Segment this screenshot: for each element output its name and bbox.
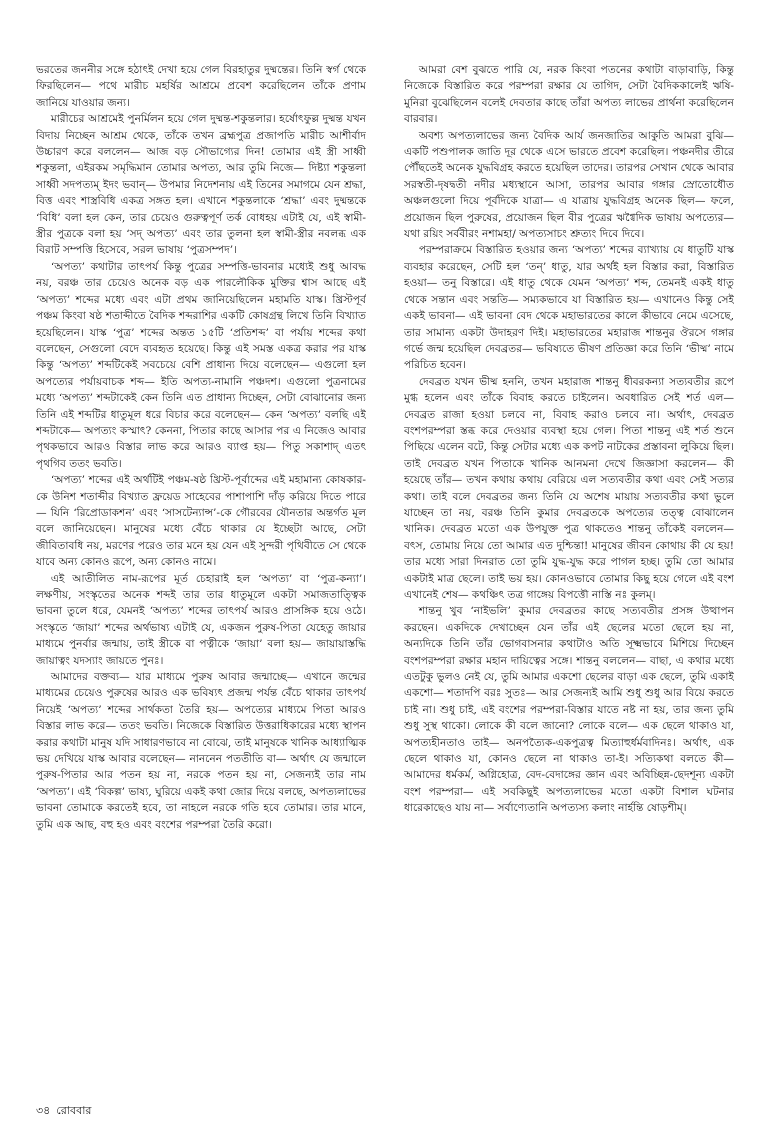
paragraph: পরম্পরাক্রমে বিস্তারিত হওয়ার জন্য ‘অপত্য’ শব্দের ব্যাখ্যায় যে ধাতুটি যাস্ক ব্যবহার করেছেন, সেটি হল ‘তন্’ ধাতু, যার অর্থই হল বিস্তার করা, বিস্তারিত হওয়া— তনু বিস্তারে। এই ধাতু থেকে যেমন ‘অপত্য’ শব্দ, তেমনই একই ধাতু থেকে সন্তান এবং সন্ততি— সম্যকভাবে যা বিস্তারিত হয়— এখানেও কিন্তু সেই একই ভাবনা— এই ভাবনা বেদ থেকে মহাভারতের কালে কীভাবে নেমে এসেছে, তার সামান্য একটা উদাহরণ দিই। মহাভারতের মহারাজ শান্তনুর ঔরসে গঙ্গার গর্ভে জন্ম হয়েছিল দেবব্রতর— ভবিষ্যতে ভীষণ প্রতিজ্ঞা করে তিনি ‘ভীষ্ম’ নামে পরিচিত হবেন। — [404, 244, 734, 372]
paragraph: ‘অপত্য’ কথাটার তাৎপর্য কিন্তু পুত্রের সম্পত্তি-ভাবনার মধ্যেই শুধু আবদ্ধ নয়, বরঞ্চ তার চেয়েও অনেক বড় এক পারলৌকিক মুক্তির শ্বাস আছে এই ‘অপত্য’ শব্দের মধ্যে এবং এটা প্রথম জানিয়েছিলেন মহামতি যাস্ক। খ্রিস্টপূর্ব পঞ্চম কিংবা ষষ্ঠ শতাব্দীতে বৈদিক শব্দরাশির একটি কোষগ্রন্থ লিখে তিনি বিখ্যাত হয়েছিলেন। যাস্ক ‘পুত্র’ শব্দের অন্তত ১৫টি ‘প্রতিশব্দ’ বা পর্যায় শব্দের কথা বলেছেন, সেগুলো বেদে ব্যবহৃত হয়েছে। কিন্তু এই সমস্ত একত্র করার পর যাস্ক কিন্তু ‘অপত্য’ শব্দটিকেই সবচেয়ে বেশি প্রাধান্য দিয়ে বলেছেন— এগুলো হল অপত্যের পর্যায়বাচক শব্দ— ইতি অপত্য-নামানি পঞ্চদশ। এগুলো পুত্রনামের মধ্যে ‘অপত্য’ শব্দটাকেই কেন তিনি এত প্রাধান্য দিচ্ছেন, সেটা বোঝানোর জন্য তিনি এই শব্দটির ধাতুমূল ধরে বিচার করে বলেছেন— কেন ‘অপত্য’ বলছি এই শব্দটাকে— অপত্যং কস্মাৎ? কেননা, পিতার কাছে আসার পর এ নিজেও আবার পৃথকভাবে আরও বিস্তার লাভ করে আরও ব্যাপ্ত হয়— পিতু সকাশাদ্ এতৎ পৃথগিব ততং ভবতি। — [36, 260, 366, 470]
paragraph: ‘অপত্য’ শব্দের এই অর্থটিই পঞ্চম-ষষ্ঠ খ্রিস্ট-পূর্বাব্দের এই মহামান্য কোষকার-কে উনিশ শতাব্দীর বিখ্যাত ফ্রয়েড সাহেবের পাশাপাশি দাঁড় করিয়ে দিতে পারে— যিনি ‘রিপ্রোডাকশন’ এবং ‘সাসটেন্যান্স’-কে গৌরবের যৌনতার অন্তর্গত মূল বলে জানিয়েছেন। মানুষের মধ্যে বেঁচে থাকার যে ইচ্ছেটা আছে, সেটা জীবিতাবধি নয়, মরণের পরেও তার মনে হয় যেন এই সুন্দরী পৃথিবীতে সে থেকে যাবে অন্য কোনও রূপে, অন্য কোনও নামে। — [36, 474, 366, 569]
right-column — [404, 62, 734, 1082]
paragraph: আমাদের বক্তব্য— যার মাধ্যমে পুরুষ আবার জন্মাচ্ছে— এখানে জন্মের মাধ্যমের চেয়েও পুরুষের আরও এক ভবিষ্যৎ প্রজন্ম পর্যন্ত বেঁচে থাকার তাৎপর্য নিয়েই ‘অপত্য’ শব্দের সার্থকতা তৈরি হয়— অপত্যের মাধ্যমে পিতা আরও বিস্তার লাভ করে— ততং ভবতি। নিজেকে বিস্তারিত উত্তরাধিকারের মধ্যে স্থাপন করার কথাটা মানুষ যদি সাধারণভাবে না বোঝে, তাই মানুষকে খানিক আধ্যাত্মিক ভয় দেখিয়ে যাস্ক আবার বলেছেন— নাননেন পততীতি বা— অর্থাৎ যে জন্মালে পুরুষ-পিতার আর পতন হয় না, নরকে পতন হয় না, সেজন্যই তার নাম ‘অপত্য’। এই ‘বিকল্প’ ভাষ্য, ঘুরিয়ে একই কথা জোর দিয়ে বলছে, অপত্যলাভের ভাবনা তোমাকে করতেই হবে, তা নাহলে নরকে গতি হবে তোমার। তার মানে, তুমি এক আছ, বহু হও এবং বংশের পরম্পরা তৈরি করো। — [36, 671, 366, 831]
paragraph: শান্তনু খুব ‘নাইভলি’ কুমার দেবব্রতর কাছে সত্যবতীর প্রসঙ্গ উত্থাপন করছেন। একদিকে দেখাচ্ছেন যেন তাঁর এই ছেলের মতো ছেলে হয় না, অন্যদিকে তিনি তাঁর ভোগবাসনার কথাটাও অতি সূক্ষ্মভাবে মিশিয়ে দিচ্ছেন বংশপরম্পরা রক্ষার মহান দায়িত্বের সঙ্গে। শান্তনু বললেন— বাছা, এ কথার মধ্যে এতটুকু ভুলও নেই যে, তুমি আমার একশো ছেলের বাড়া এক ছেলে, তুমি একাই একশো— শতাদপি বরঃ সুতঃ— আর সেজন্যই আমি শুধু শুধু আর বিয়ে করতে চাই না। শুধু চাই, এই বংশের পরম্পরা-বিস্তার যাতে নষ্ট না হয়, তার জন্য তুমি শুধু সুস্থ থাকো। লোকে কী বলে জানো? লোকে বলে— এক ছেলে থাকাও যা, অপত্যহীনতাও তাই— অনপত্যৈক-একপুত্রত্ব মিত্যাহুর্ধর্মবাদিনঃ। অর্থাৎ, এক ছেলে থাকাও যা, কোনও ছেলে না থাকাও তা-ই। সত্যিকথা বলতে কী— আমাদের ধর্মকর্ম, অগ্নিহোত্র, বেদ-বেদাঙ্গের জ্ঞান এবং অবিচ্ছিন্ন-ছেদশূন্য একটা বংশ পরম্পরা— এই সবকিছুই অপত্যলাভের মতো একটা বিশাল ঘটনার ধারেকাছেও যায় না— সর্বাণ্যেতানি অপত্যস্য কলাং নার্হন্তি ষোড়শীম্। — [404, 605, 734, 815]
page-footer — [36, 1104, 92, 1118]
paragraph: আমরা বেশ বুঝতে পারি যে, নরক কিংবা পতনের কথাটা বাড়াবাড়ি, কিন্তু নিজেকে বিস্তারিত করে পরম্পরা রক্ষার যে তাগিদ, সেটা বৈদিককালেই ঋষি-মুনিরা বুঝেছিলেন বলেই দেবতার কাছে তাঁরা অপত্য লাভের প্রার্থনা করেছিলেন বারবার। — [404, 64, 734, 126]
left-column — [36, 62, 366, 1082]
paragraph: ভরতের জননীর সঙ্গে হঠাৎই দেখা হয়ে গেল বিরহাতুর দুষ্মন্তের। তিনি স্বর্গ থেকে ফিরছিলেন— পথে মারীচ মহর্ষির আশ্রমে প্রবেশ করেছিলেন তাঁকে প্রণাম জানিয়ে যাওয়ার জন্য। — [36, 64, 366, 109]
page-number: ৩৪ — [36, 1104, 51, 1117]
paragraph: দেবব্রত যখন ভীষ্ম হননি, তখন মহারাজ শান্তনু ধীবরকন্যা সত্যবতীর রূপে মুগ্ধ হলেন এবং তাঁকে বিবাহ করতে চাইলেন। অবধারিত সেই শর্ত এল— দেবব্রত রাজা হওয়া চলবে না, বিবাহ করাও চলবে না। অর্থাৎ, দেবব্রত বংশপরম্পরা স্তব্ধ করে দেওয়ার ব্যবস্থা হয়ে গেল। পিতা শান্তনু এই শর্ত শুনে পিছিয়ে এলেন বটে, কিন্তু সেটার মধ্যে এক কপট নাটকের প্রস্তাবনা লুকিয়ে ছিল। তাই দেবব্রত যখন পিতাকে খানিক আনমনা দেখে জিজ্ঞাসা করলেন— কী হয়েছে তাঁর— তখন কথায় কথায় বেরিয়ে এল সত্যবতীর কথা এবং সেই সত্যর কথা। তাই বলে দেবব্রতর জন্য তিনি যে অশেষ মায়ায় সত্যবতীর কথা ভুলে যাচ্ছেন তা নয়, বরঞ্চ তিনি কুমার দেবব্রতকে অপত্যের তত্ত্ব বোঝালেন খানিক। দেবব্রত মতো এক উপযুক্ত পুত্র থাকতেও শান্তনু তাঁকেই বললেন— বৎস, তোমায় নিয়ে তো আমার এত দুশ্চিন্তা! মানুষের জীবন কোথায় কী যে হয়! তার মধ্যে সারা দিনরাত তো তুমি যুদ্ধ-যুদ্ধ করে পাগল হচ্ছ। তুমি তো আমার একটাই মাত্র ছেলে। তাই ভয় হয়। কোনওভাবে তোমার কিছু হয়ে গেলে এই বংশ এখানেই শেষ— কথঞ্চিৎ তত্র গাঙ্গেয় বিপত্তৌ নাস্তি নঃ কুলম্। — [404, 375, 734, 601]
magazine-name: রোববার — [56, 1104, 92, 1117]
paragraph: মারীচের আশ্রমেই পুনর্মিলন হয়ে গেল দুষ্মন্ত-শকুন্তলার। হর্ষোৎফুল্ল দুষ্মন্ত যখন বিদায় নিচ্ছেন আশ্রম থেকে, তাঁকে তখন ব্রহ্মপুত্র প্রজাপতি মারীচ আশীর্বাদ উচ্চারণ করে বললেন— আজ বড় সৌভাগ্যের দিন! তোমার এই স্ত্রী সাধ্বী শকুন্তলা, এইরকম সমৃদ্ধিমান তোমার অপত্য, আর তুমি নিজে— দিষ্ট্যা শকুন্তলা সাধ্বী সদপত্যম্ ইদং ভবান্— উপমার নিদেশনায় এই তিনের সমাগমে যেন শ্রদ্ধা, বিত্ত এবং শাস্ত্রবিধি একত্র সঙ্গত হল। এখানে শকুন্তলাকে ‘শ্রদ্ধা’ এবং দুষ্মন্তকে ‘বিধি’ বলা হল কেন, তার চেয়েও গুরুত্বপূর্ণ তর্ক বোধহয় এটাই যে, এই স্বামী-স্ত্রীর পুত্রকে বলা হয় ‘সদ্ অপত্য’ এবং তার তুলনা হল স্বামী-স্ত্রীর নবলব্ধ এক বিরাট সম্পত্তি হিসেবে, সরল ভাষায় ‘পুত্রসম্পদ’। — [36, 113, 366, 257]
paragraph: এই আতীলিত নাম-রূপের মূর্ত চেহারাই হল ‘অপত্য’ বা ‘পুত্র-কন্যা’। লক্ষণীয়, সংস্কৃতের অনেক শব্দই তার তার ধাতুমূলে একটা সমাজতাত্ত্বিক ভাবনা তুলে ধরে, যেমনই ‘অপত্য’ শব্দের তাৎপর্য আরও প্রাসঙ্গিক হয়ে ওঠে। সংস্কৃতে ‘জায়া’ শব্দের অর্থভাষ্য এটাই যে, একজন পুরুষ-পিতা যেহেতু জায়ার মাধ্যমে পুনর্বার জন্মায়, তাই স্ত্রীকে বা পত্নীকে ‘জায়া’ বলা হয়— জায়ায়াস্তদ্ধি জায়াত্বং যদস্যাং জায়তে পুনঃ। — [36, 572, 366, 667]
paragraph: অবশ্য অপত্যলাভের জন্য বৈদিক আর্য জনজাতির আকুতি আমরা বুঝি— একটি পশুপালক জাতি দূর থেকে এসে ভারতে প্রবেশ করেছিল। পঞ্চনদীর তীরে পৌঁছতেই অনেক যুদ্ধবিগ্রহ করতে হয়েছিল তাদের। তারপর সেখান থেকে আবার সরস্বতী-দৃষদ্বতী নদীর মধ্যস্থানে আসা, তারপর আবার গঙ্গার স্রোতোধৌত অঞ্চলগুলো দিয়ে পূর্বদিকে যাত্রা— এ যাত্রায় যুদ্ধবিগ্রহ অনেক ছিল— ফলে, প্রয়োজন ছিল পুরুষের, প্রয়োজন ছিল বীর পুত্রের ঋগ্বৈদিক ভাষায় অপত্যের— যথা রয়িং সর্ববীরং নশামহা/ অপত্যসাচং শ্রুত্যং দিবে দিবে। — [404, 129, 734, 241]
